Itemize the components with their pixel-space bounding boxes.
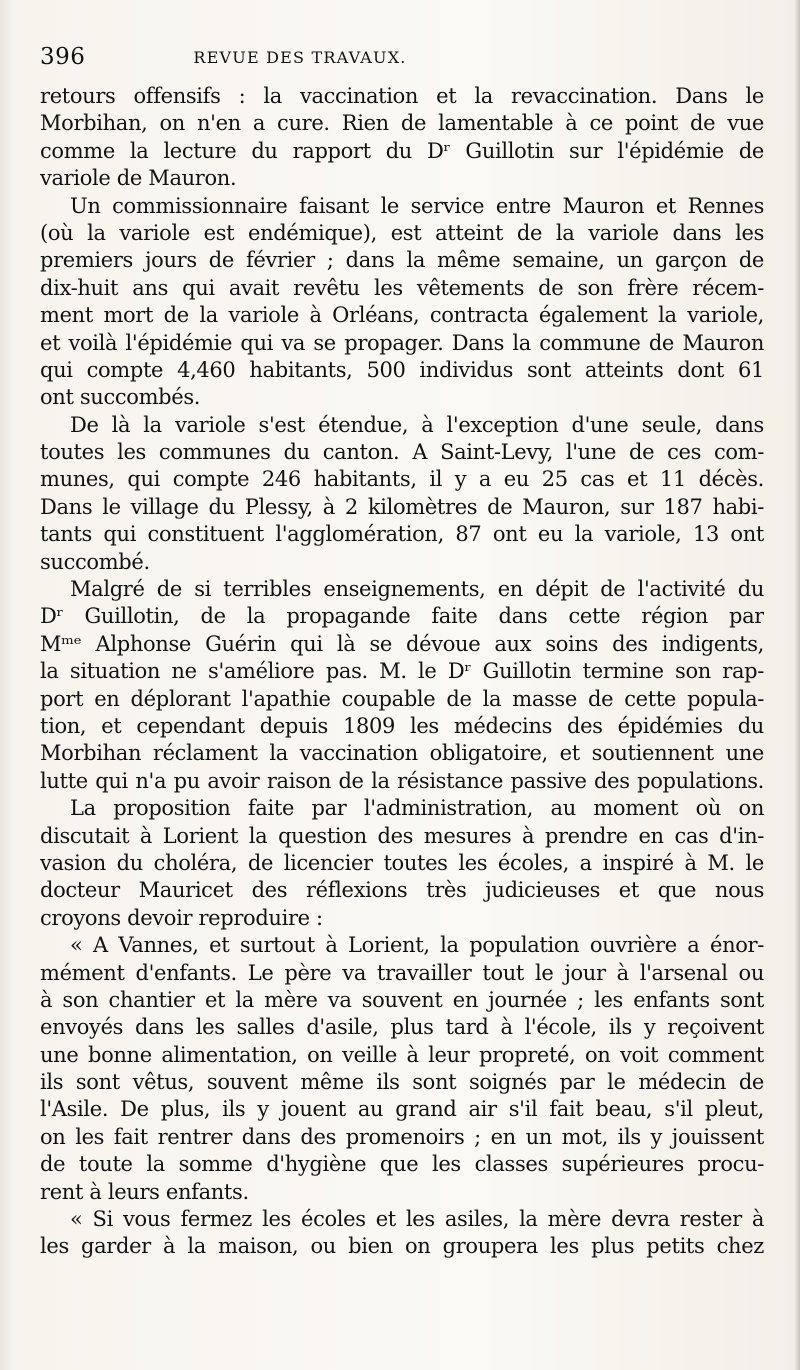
text-line: Morbihan réclament la vaccination obligatoire, et soutiennent une xyxy=(40,741,764,766)
text-line: Dans le village du Plessy, à 2 kilomètres de Mauron, sur 187 habi- xyxy=(40,494,764,519)
text-line: munes, qui compte 246 habitants, il y a eu 25 cas et 11 décès. xyxy=(40,467,764,492)
text-line: l'Asile. De plus, ils y jouent au grand air s'il fait beau, s'il pleut, xyxy=(40,1097,764,1122)
text-line: premiers jours de février ; dans la même semaine, un garçon de xyxy=(40,248,764,273)
text-line: qui compte 4,460 habitants, 500 individus sont atteints dont 61 xyxy=(40,357,764,382)
body-text xyxy=(40,83,764,1261)
text-line: Mᵐᵉ Alphonse Guérin qui là se dévoue aux soins des indigents, xyxy=(40,631,764,656)
text-line: envoyés dans les salles d'asile, plus tard à l'école, ils y reçoivent xyxy=(40,1015,764,1040)
text-line: variole de Mauron. xyxy=(40,166,237,191)
page-number: 396 xyxy=(40,44,86,70)
text-line: dix-huit ans qui avait revêtu les vêtements de son frère récem- xyxy=(40,275,764,300)
page-edge-shadow xyxy=(794,0,800,1370)
text-line: « A Vannes, et surtout à Lorient, la population ouvrière a énor- xyxy=(70,933,764,958)
running-head xyxy=(40,44,760,76)
text-line: Malgré de si terribles enseignements, en dépit de l'activité du xyxy=(70,577,764,602)
text-line: les garder à la maison, ou bien on groupera les plus petits chez xyxy=(40,1234,764,1259)
text-line: de toute la somme d'hygiène que les classes supérieures procu- xyxy=(40,1152,764,1177)
text-line: ils sont vêtus, souvent même ils sont soignés par le médecin de xyxy=(40,1070,764,1095)
text-line: et voilà l'épidémie qui va se propager. Dans la commune de Mauron xyxy=(40,330,764,355)
text-line: De là la variole s'est étendue, à l'exception d'une seule, dans xyxy=(70,412,764,437)
text-line: Morbihan, on n'en a cure. Rien de lamentable à ce point de vue xyxy=(40,111,764,136)
text-line: croyons devoir reproduire : xyxy=(40,905,323,930)
text-line: discutait à Lorient la question des mesures à prendre en cas d'in- xyxy=(40,823,764,848)
text-line: rent à leurs enfants. xyxy=(40,1179,249,1204)
text-line: docteur Mauricet des réflexions très judicieuses et que nous xyxy=(40,878,764,903)
text-line: ment mort de la variole à Orléans, contracta également la variole, xyxy=(40,303,764,328)
text-line: ont succombés. xyxy=(40,385,201,410)
text-line: « Si vous fermez les écoles et les asiles, la mère devra rester à xyxy=(70,1207,764,1232)
text-line: une bonne alimentation, on veille à leur propreté, on voit comment xyxy=(40,1042,764,1067)
text-line: Un commissionnaire faisant le service entre Mauron et Rennes xyxy=(70,193,764,218)
text-line: à son chantier et la mère va souvent en journée ; les enfants sont xyxy=(40,987,764,1012)
text-line: lutte qui n'a pu avoir raison de la résistance passive des populations. xyxy=(40,768,764,793)
text-line: tants qui constituent l'agglomération, 87 ont eu la variole, 13 ont xyxy=(40,522,764,547)
text-line: vasion du choléra, de licencier toutes les écoles, a inspiré à M. le xyxy=(40,850,764,875)
text-line: port en déplorant l'apathie coupable de la masse de cette popula- xyxy=(40,686,764,711)
text-line: comme la lecture du rapport du Dʳ Guillotin sur l'épidémie de xyxy=(40,138,764,163)
text-line: retours offensifs : la vaccination et la revaccination. Dans le xyxy=(40,84,764,108)
text-line: la situation ne s'améliore pas. M. le Dʳ Guillotin termine son rap- xyxy=(40,659,764,684)
text-line: on les fait rentrer dans des promenoirs ; en un mot, ils y jouissent xyxy=(40,1124,764,1149)
text-line: Dʳ Guillotin, de la propagande faite dans cette région par xyxy=(40,604,764,629)
running-title: REVUE DES TRAVAUX. xyxy=(193,48,407,67)
text-line: (où la variole est endémique), est atteint de la variole dans les xyxy=(40,220,764,245)
text-line: mément d'enfants. Le père va travailler tout le jour à l'arsenal ou xyxy=(40,960,764,985)
text-line: La proposition faite par l'administration, au moment où on xyxy=(70,796,764,821)
text-line: tion, et cependant depuis 1809 les médecins des épidémies du xyxy=(40,713,764,738)
text-line: toutes les communes du canton. A Saint-Levy, l'une de ces com- xyxy=(40,440,764,465)
text-line: succombé. xyxy=(40,549,150,574)
